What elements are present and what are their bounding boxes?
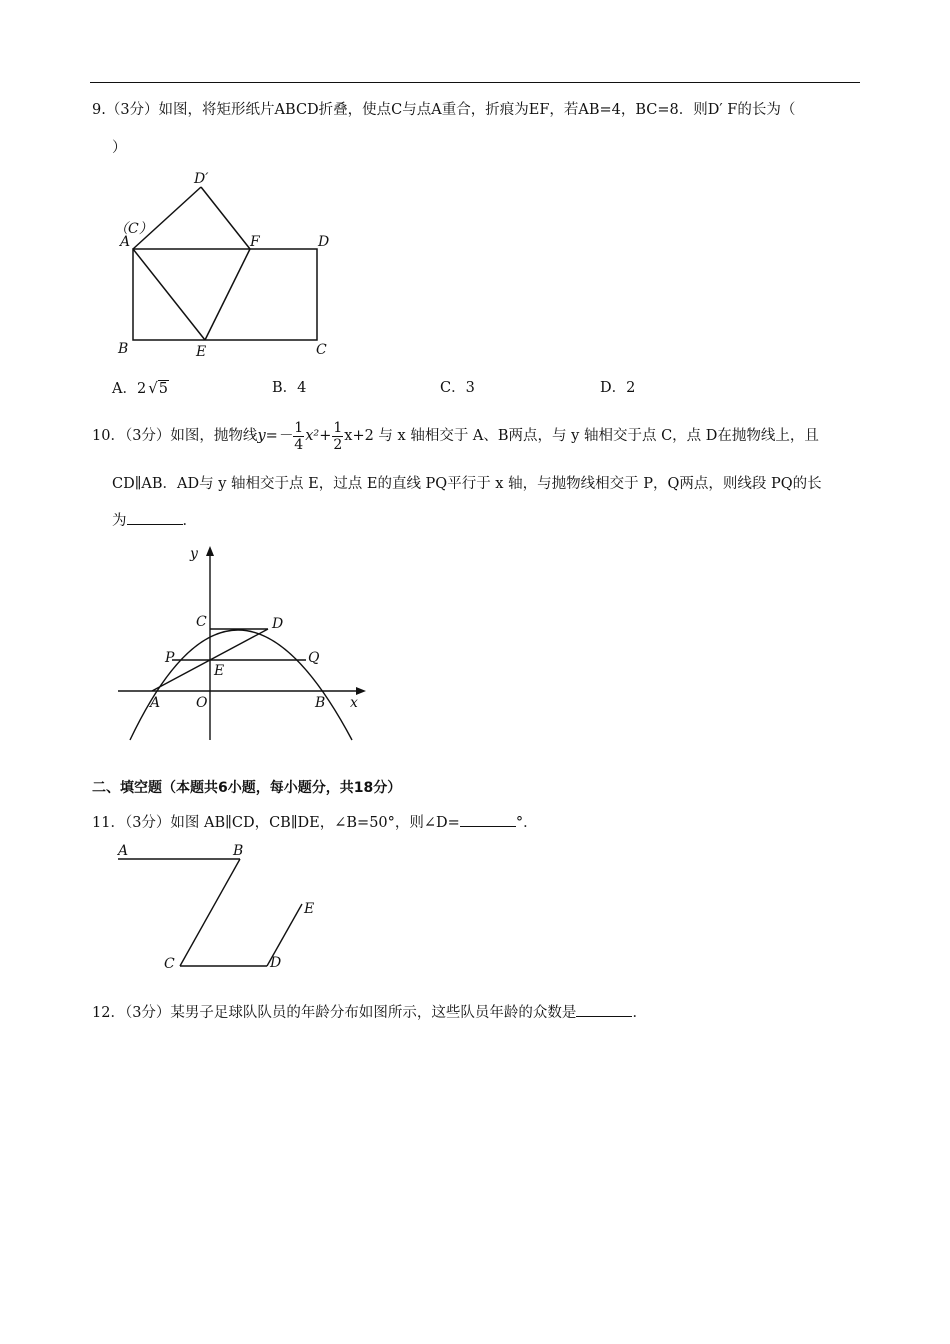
q10-y-arrow (206, 546, 214, 556)
q11-label-d: D (270, 955, 282, 971)
q9-label-f: F (250, 234, 260, 250)
section-2-title: 二、填空题（本题共6小题，每小题分，共18分） (92, 780, 402, 796)
q10-label-d: D (272, 616, 284, 632)
q10-figure (110, 540, 380, 750)
header-rule (90, 82, 860, 83)
q10-frac2-num: 1 (333, 419, 343, 436)
q10-label-a: A (150, 695, 161, 711)
q10-stem-pre: 10．（3分）如图，抛物线 (92, 428, 258, 444)
q11-label-c: C (164, 956, 175, 972)
q10-label-p: P (165, 650, 175, 666)
q12-stem (92, 1002, 647, 1023)
q9-segment-a-e (133, 249, 205, 340)
q10-x2: x²+ (305, 428, 332, 444)
q9-option-d: D．2 (600, 380, 636, 396)
q10-label-x: x (350, 695, 358, 711)
q9-option-c: C．3 (440, 380, 475, 396)
q10-stem-line1 (92, 418, 819, 454)
q10-frac1-den: 4 (294, 436, 304, 453)
q9-label-dprime: D′ (194, 171, 209, 187)
q10-label-e: E (214, 663, 225, 679)
q9-label-c: C (316, 342, 327, 358)
q10-stem-line3 (112, 510, 197, 531)
q10-label-o: O (196, 695, 208, 711)
q9-stem-line2: ） (112, 140, 127, 156)
q10-label-q: Q (308, 650, 320, 666)
q9-figure (100, 165, 350, 365)
q9-label-d: D (318, 234, 330, 250)
q10-frac1-num: 1 (294, 419, 304, 436)
q9-option-a-radicand: 5 (158, 381, 168, 397)
q10-label-b: B (315, 695, 326, 711)
q12-stem-post: ． (632, 1005, 647, 1021)
q9-option-b: B．4 (272, 380, 307, 396)
q10-x-arrow (356, 687, 366, 695)
q11-answer-blank (460, 812, 516, 827)
q9-option-a-label: A．2 (112, 381, 147, 397)
q12-answer-blank (576, 1002, 632, 1017)
q9-segment-a-dprime (133, 187, 201, 249)
q11-figure (110, 840, 340, 980)
q9-option-a (112, 378, 169, 399)
q9-segment-dprime-f (201, 187, 250, 249)
q9-rectangle (133, 249, 317, 340)
q10-frac2-den: 2 (333, 436, 343, 453)
q9-label-a: A (120, 234, 131, 250)
q10-line3-post: ． (182, 513, 197, 529)
q10-label-c: C (196, 614, 207, 630)
q11-stem (92, 812, 538, 833)
q11-label-a: A (118, 843, 129, 859)
q10-answer-blank (127, 510, 183, 525)
q9-label-e: E (196, 344, 207, 360)
q11-label-e: E (304, 901, 315, 917)
sqrt-symbol: √5 (148, 379, 168, 397)
q11-stem-post: °． (515, 815, 538, 831)
q10-frac1 (293, 420, 304, 453)
q12-stem-pre: 12．（3分）某男子足球队队员的年龄分布如图所示，这些队员年龄的众数是 (92, 1005, 577, 1021)
q10-stem-tail: x+2 与 x 轴相交于 A、B两点，与 y 轴相交于点 C，点 D在抛物线上，且 (344, 428, 819, 444)
q11-segment-bc (180, 859, 240, 966)
q10-line3-pre: 为 (112, 513, 127, 529)
q10-stem-line2: CD∥AB．AD与 y 轴相交于点 E，过点 E的直线 PQ平行于 x 轴，与抛物线相交于 P，Q两点，则线段 PQ的长 (112, 476, 822, 492)
q11-label-b: B (233, 843, 244, 859)
q9-label-cparen: （C） (114, 221, 153, 237)
q9-label-b: B (118, 341, 129, 357)
q11-stem-pre: 11．（3分）如图 AB∥CD，CB∥DE，∠B=50°，则∠D= (92, 815, 460, 831)
q9-segment-f-e (205, 249, 250, 340)
q10-label-y: y (190, 546, 198, 562)
q10-frac2 (332, 420, 343, 453)
q9-stem-line1: 9.（3分）如图，将矩形纸片ABCD折叠，使点C与点A重合，折痕为EF，若AB=4，BC=8．则D′ F的长为（ (92, 102, 796, 118)
q10-y-eq: y=－ (257, 428, 293, 444)
